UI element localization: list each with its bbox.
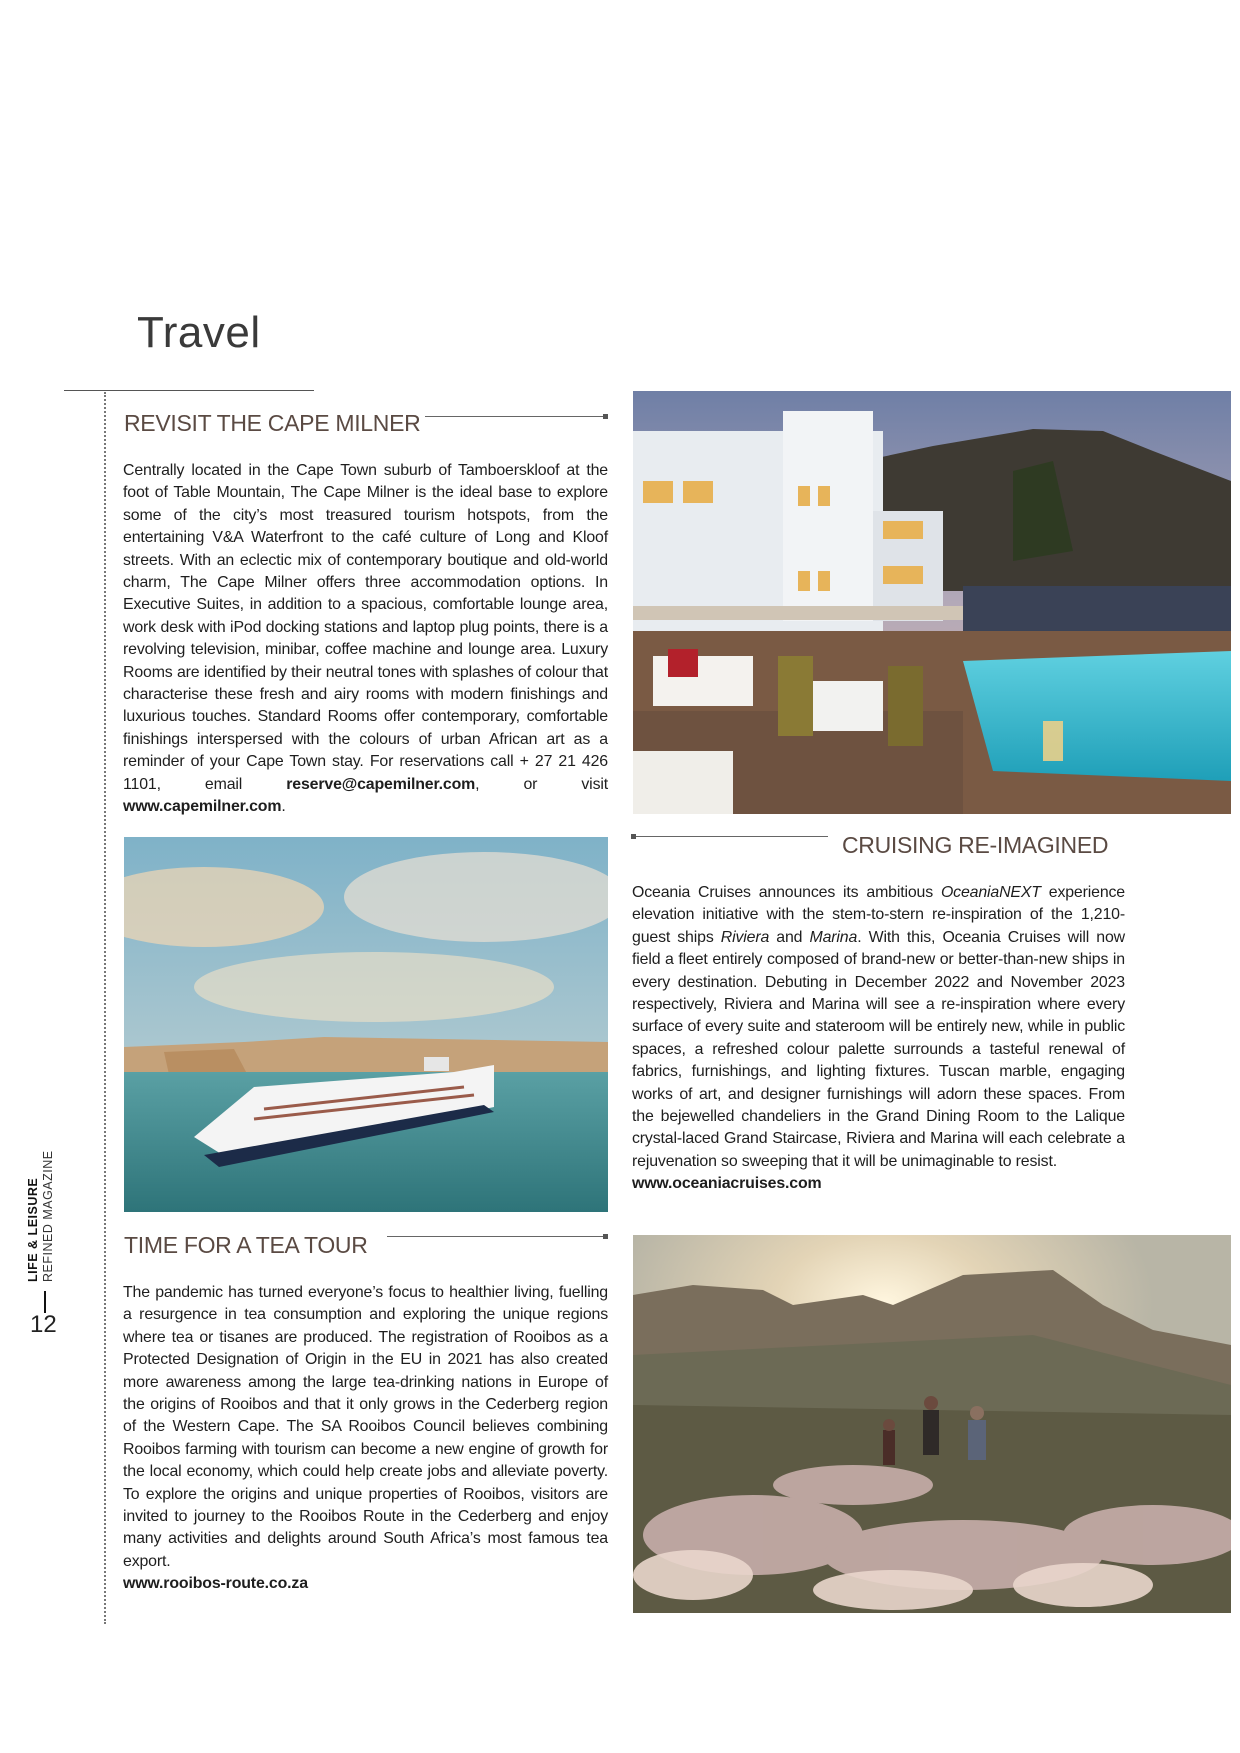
cruise-heading: CRUISING RE-IMAGINED: [842, 832, 1109, 858]
section-title: Travel: [137, 308, 261, 357]
cruise-website-link[interactable]: www.oceaniacruises.com: [632, 1175, 822, 1193]
milner-heading: REVISIT THE CAPE MILNER: [124, 410, 421, 436]
dotted-margin-rule: [104, 392, 106, 1624]
tea-body: [123, 1282, 608, 1596]
cruise-ship2: Marina: [809, 928, 858, 946]
tea-website-link[interactable]: www.rooibos-route.co.za: [123, 1575, 308, 1593]
tea-heading: TIME FOR A TEA TOUR: [124, 1232, 368, 1258]
cruise-and: and: [769, 928, 810, 946]
sidebar-divider: [44, 1291, 46, 1313]
magazine-brand: [26, 1178, 40, 1282]
cruise-heading-leader: [633, 836, 828, 837]
milner-body-text: Centrally located in the Cape Town suburb of Tamboerskloof at the foot of Table Mountain, The Cape Milner is the ideal base to explore some of the city’s most treasured tourism hotspots, from the entertaining V&A Waterfront to the café culture of Long and Kloof streets. With an eclectic mix of contemporary boutique and old-world charm, The Cape Milner offers three accommodation options. In Executive Suites, in addition to a spacious, comfortable lounge area, work desk with iPod docking stations and laptop plug points, there is a revolving television, minibar, coffee machine and lounge area. Luxury Rooms are identified by their neutral tones with splashes of colour that characterise these fresh and airy rooms with modern finishings and luxurious touches. Standard Rooms offer contemporary, comfortable finishings interspersed with the colours of urban African art as a reminder of your Cape Town stay. For reservations call + 27 21 426 1101, email: [123, 462, 608, 793]
cape-milner-photo: [633, 391, 1231, 814]
cruise-ship-photo: [124, 837, 608, 1212]
milner-body-mid: , or visit: [475, 775, 609, 793]
brand-bold: LIFE & LEISURE: [26, 1177, 40, 1282]
milner-heading-leader: [425, 416, 606, 417]
brand-sub: REFINED MAGAZINE: [41, 1150, 55, 1282]
title-rule: [64, 390, 314, 391]
milner-body-end: .: [281, 798, 286, 816]
page-number: 12: [30, 1311, 57, 1338]
cruise-body-start: Oceania Cruises announces its ambitious: [632, 884, 941, 901]
tea-body-text: The pandemic has turned everyone’s focus to healthier living, fuelling a resurgence in tea consumption and exploring the unique regions where tea or tisanes are produced. The registration of Rooibos as a Protected Designation of Origin in the EU in 2021 has also created more awareness among the large tea-drinking nations in Europe of the origins of Rooibos and that it only grows in the Cederberg region of the Western Cape. The SA Rooibos Council believes combining Rooibos farming with tourism can become a new engine of growth for the local economy, which could help create jobs and alleviate poverty. To explore the origins and unique properties of Rooibos, visitors are invited to journey to the Rooibos Route in the Cederberg and enjoy many activities and delights around South Africa’s most famous tea export.: [123, 1284, 608, 1570]
milner-body: [123, 460, 608, 819]
cruise-body: [632, 882, 1125, 1196]
cruise-body-b: . With this, Oceania Cruises will now field a fleet entirely composed of brand-new or better-than-new ships in every destination. Debuting in December 2022 and November 2023 respectively, Riviera and Marina will see a re-inspiration where every surface of every suite and stateroom will be entirely new, while in public spaces, a refreshed colour palette surrounds a tasteful renewal of fabrics, furnishings, and lighting fixtures. Tuscan marble, engaging works of art, and designer furnishings will adorn these spaces. From the bejewelled chandeliers in the Grand Dining Room to the Lalique crystal-laced Grand Staircase, Riviera and Marina will each celebrate a rejuvenation so sweeping that it will be unimaginable to resist.: [632, 928, 1125, 1170]
milner-email-link[interactable]: reserve@capemilner.com: [286, 775, 476, 793]
cruise-ship1: Riviera: [720, 928, 770, 946]
cederberg-photo: [633, 1235, 1231, 1613]
cruise-brand-italic: OceaniaNEXT: [940, 884, 1041, 901]
cruise-body-a: experience elevation initiative with the stem-to-stern re-inspiration of the 1,210-guest ships: [632, 884, 1125, 946]
tea-heading-leader: [387, 1236, 606, 1237]
milner-website-link[interactable]: www.capemilner.com: [123, 798, 282, 816]
